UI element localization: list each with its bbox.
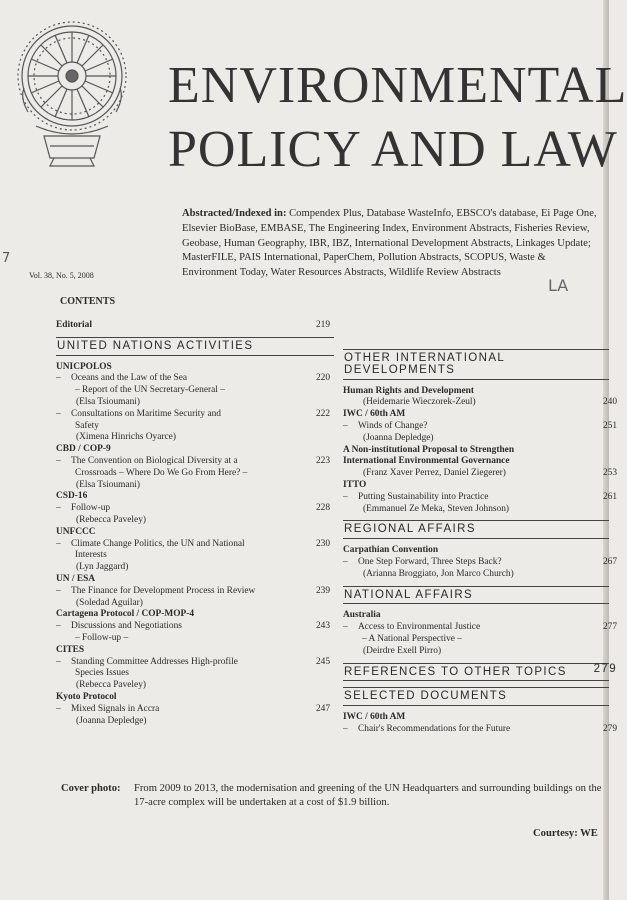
entry-author: (Elsa Tsioumani) [76,479,141,490]
contents-left-column [56,320,334,727]
toc-entry [56,373,334,408]
page-number: 223 [315,455,330,466]
page-number: 220 [315,373,330,384]
entry-title [56,409,334,421]
entry-title-text: Oceans and the Law of the Sea [71,373,188,384]
cover-photo-text: From 2009 to 2013, the modernisation and greening of the UN Headquarters and surrounding buildings on the 17-acre complex will be undertaken at a cost of $1.9 billion. [134,783,602,808]
dash-marker: – [343,491,348,502]
dash-marker: – [56,703,61,714]
dash-marker: – [56,408,61,419]
entry-heading: UNICPOLOS [56,361,112,372]
entry-title [343,492,609,504]
entry-title [56,586,334,598]
page-number: 245 [315,656,330,667]
entry-title-text: One Step Forward, Three Steps Back? [358,556,502,567]
toc-entry [343,491,617,516]
entry-author: (Lyn Jaggard) [76,562,129,573]
entry-title [56,657,334,669]
toc-entry [343,420,617,445]
toc-entry [343,622,617,657]
dash-marker: – [56,538,61,549]
toc-entry [343,723,617,736]
entry-heading: CITES [56,644,85,655]
toc-entry [56,704,334,728]
page-number: 240 [602,397,617,408]
section-groups [343,385,617,516]
section-groups [343,545,617,580]
entry-author: (Emmanuel Ze Meka, Steven Johnson) [363,503,510,514]
entry-author: (Arianna Broggiato, Jon Marco Church) [363,568,514,579]
entry-author: (Elsa Tsioumani) [76,396,141,407]
dash-marker: – [343,622,348,633]
abstracted-indexed-in [182,207,602,281]
entry-title [56,621,334,633]
page-number: 230 [315,538,330,549]
page-number: 239 [315,585,330,596]
page-number: 279 [593,662,617,675]
section-heading: UNITED NATIONS ACTIVITIES [56,337,334,356]
entry-heading: IWC / 60th AM [343,409,406,420]
page-number: 247 [315,703,330,714]
section-heading-text: NATIONAL AFFAIRS [344,588,474,601]
page-number: 279 [602,723,617,734]
entry-title-text: Mixed Signals in Accra [71,703,160,714]
section-heading-text: REFERENCES TO OTHER TOPICS [344,665,567,678]
entry-heading: Australia [343,610,381,621]
dash-marker: – [56,621,61,632]
dash-marker: – [343,723,348,734]
entry-subtitle: – A National Perspective – [362,633,462,644]
entry-heading: UN / ESA [56,573,96,584]
section-heading-text: SELECTED DOCUMENTS [344,690,508,703]
page-number: 251 [602,420,617,431]
left-groups [56,362,334,728]
section-heading-text: OTHER INTERNATIONAL DEVELOPMENTS [344,352,505,376]
entry-title [343,622,609,634]
abstracted-label: Abstracted/Indexed in: [182,208,287,219]
entry-title-text: Discussions and Negotiations [71,621,182,632]
toc-entry [343,468,617,480]
contents-heading: CONTENTS [60,296,116,307]
entry-title [56,456,334,468]
toc-entry [56,503,334,527]
entry-heading: IWC / 60th AM [343,712,406,723]
dash-marker: – [343,420,348,431]
handwritten-mark-left: 7 [2,251,11,266]
section-heading [343,349,609,380]
section-heading [343,662,617,682]
entry-subtitle: Safety [75,420,99,431]
abstracted-text: Compendex Plus, Database WasteInfo, EBSCO's database, Ei Page One, Elsevier BioBase, EMBASE, The Engineering Index, Environment Abstracts, Fisheries Review, Geobase, Human Geography, IBR, IBZ, International Development Abstracts, Linkages Update; MasterFILE, PAIS International, PaperChem, Pollution Abstracts, SCOPUS, Waste & Environment Today, Water Resources Abstracts, Wildlife Review Abstracts [182,208,597,279]
page-number: 261 [602,491,617,502]
dash-marker: – [56,503,61,514]
entry-heading: Kyoto Protocol [56,691,117,702]
entry-author: (Joanna Depledge) [363,432,434,443]
section-heading [343,520,609,539]
entry-heading: Cartagena Protocol / COP-MOP-4 [56,609,195,620]
journal-title-line2: POLICY AND LAW [168,121,618,178]
toc-entry [343,397,617,409]
entry-author: (Joanna Depledge) [76,715,147,726]
entry-heading: Human Rights and Development [343,385,475,396]
entry-author: (Deirdre Exell Pirro) [363,645,442,656]
entry-title-text: Chair's Recommendations for the Future [358,723,511,734]
dash-marker: – [56,656,61,667]
toc-entry [56,539,334,574]
entry-subtitle: – Report of the UN Secretary-General – [75,385,225,396]
page-number: 277 [602,622,617,633]
dharma-wheel-emblem-icon [14,8,136,170]
page-number: 222 [315,408,330,419]
entry-title-text: Standing Committee Addresses High-profile [71,656,238,667]
entry-subtitle: Crossroads – Where Do We Go From Here? – [75,467,248,478]
entry-title [56,373,334,385]
toc-entry [56,409,334,444]
section-groups [343,610,617,657]
editorial-entry [56,320,334,332]
section-heading-text: REGIONAL AFFAIRS [344,523,476,536]
entry-heading: CBD / COP-9 [56,444,111,455]
entry-author: (Soledad Aguilar) [76,597,143,608]
entry-title-text: Follow-up [71,503,111,514]
entry-heading: ITTO [343,479,367,490]
page-number: 228 [315,503,330,514]
page-number: 219 [315,320,330,330]
entry-title-text: The Convention on Biological Diversity at a [71,455,238,466]
toc-entry [56,456,334,491]
editorial-label: Editorial [56,320,92,330]
volume-info: Vol. 38, No. 5, 2008 [29,271,94,280]
journal-title-line1: ENVIRONMENTAL [168,57,627,114]
page-number: 253 [602,468,617,479]
entry-title-text: Climate Change Politics, the UN and National [71,538,245,549]
entry-subtitle: Interests [75,550,107,561]
entry-subtitle: – Follow-up – [75,632,129,643]
toc-entry [56,621,334,645]
handwritten-mark-right: LA [548,276,569,295]
entry-title [56,704,334,716]
entry-title-text: Winds of Change? [358,420,428,431]
entry-title [56,503,334,515]
dash-marker: – [343,556,348,567]
entry-title-text: Putting Sustainability into Practice [358,491,489,502]
toc-entry [56,586,334,610]
cover-photo-caption [61,782,607,810]
dash-marker: – [56,585,61,596]
entry-author: (Heidemarie Wieczorek-Zeul) [363,397,476,408]
contents-right-column [343,344,617,736]
section-groups [343,712,617,736]
entry-subtitle: Species Issues [75,668,129,679]
cover-photo-label: Cover photo: [61,783,121,794]
entry-heading: CSD-16 [56,491,88,502]
entry-author: (Franz Xaver Perrez, Daniel Ziegerer) [363,468,506,479]
entry-author: (Rebecca Paveley) [76,514,147,525]
section-heading [343,586,609,605]
dash-marker: – [56,373,61,384]
entry-heading: UNFCCC [56,526,96,537]
entry-author: (Ximena Hinrichs Oyarce) [76,432,176,443]
entry-author: (Rebecca Paveley) [76,680,147,691]
page-number: 243 [315,621,330,632]
section-heading [343,687,609,706]
dash-marker: – [56,455,61,466]
page-number: 267 [602,556,617,567]
entry-heading: Carpathian Convention [343,545,439,556]
entry-title [343,724,609,736]
entry-title-text: Access to Environmental Justice [358,622,481,633]
entry-title [56,539,334,551]
toc-entry [343,556,617,581]
entry-title-text: Consultations on Maritime Security and [71,408,221,419]
entry-heading-cont: International Environmental Governance [343,456,510,467]
entry-heading: A Non-institutional Proposal to Strengthen [343,444,515,455]
entry-title [343,557,609,569]
toc-entry [56,657,334,692]
cover-courtesy: Courtesy: WE [533,828,598,839]
entry-title-text: The Finance for Development Process in Review [71,585,256,596]
entry-title [343,421,609,433]
